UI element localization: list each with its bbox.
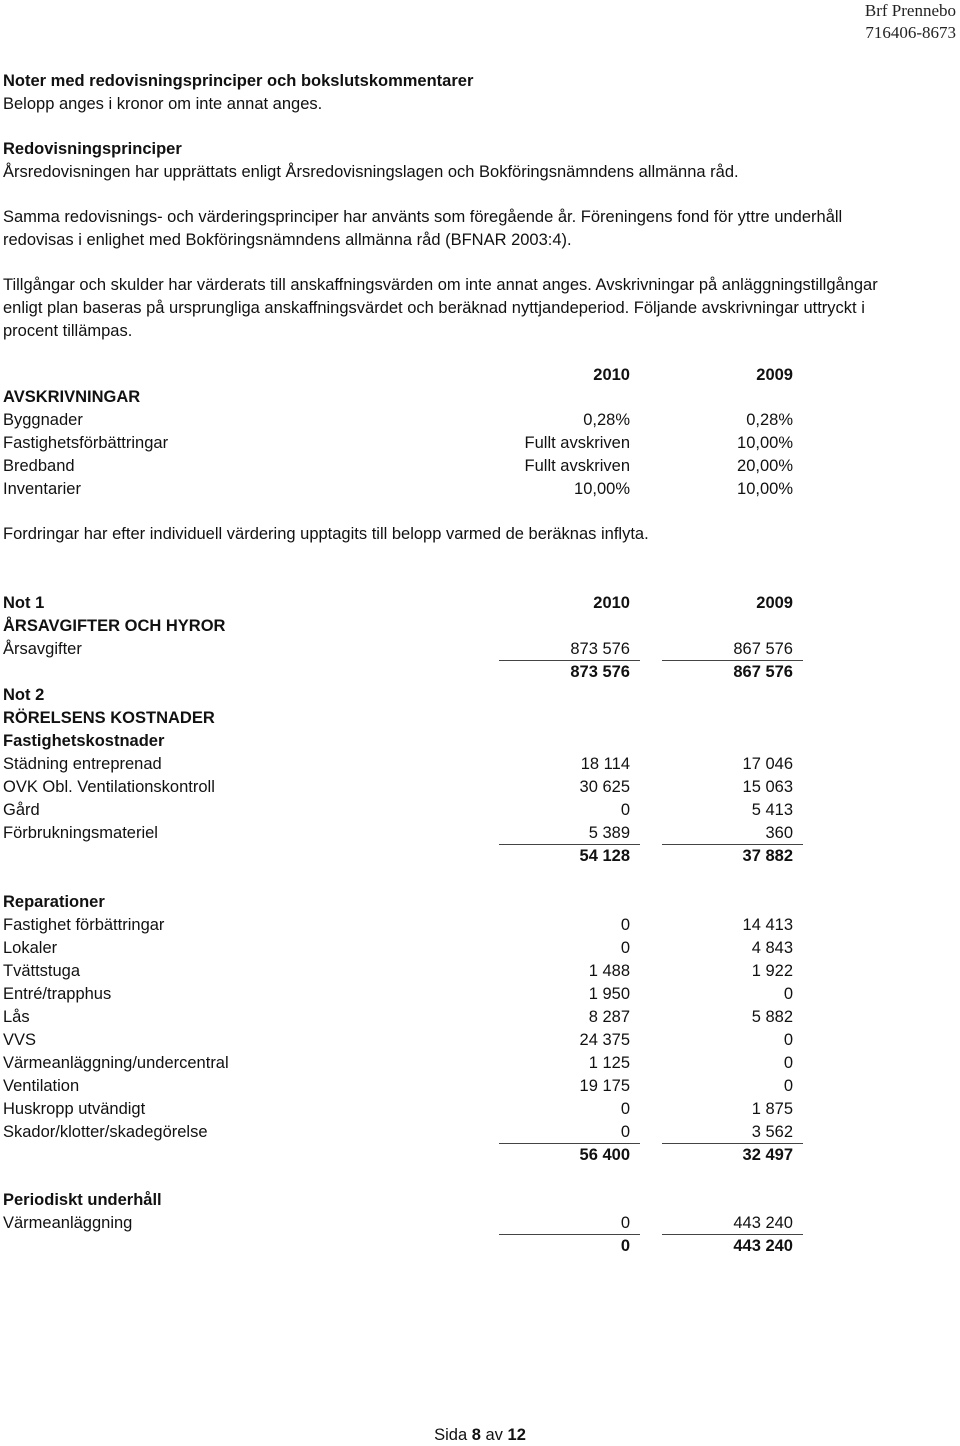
table-row: Ventilation 19 175 0	[3, 1077, 793, 1095]
notes-subtitle: Belopp anges i kronor om inte annat anges.	[3, 95, 323, 113]
footer-sida: Sida	[434, 1426, 468, 1444]
table-row: OVK Obl. Ventilationskontroll 30 625 15 063	[3, 778, 793, 796]
principles-para3-line1: Tillgångar och skulder har värderats till anskaffningsvärden om inte annat anges. Avskrivningar på anläggningstillgångar	[3, 276, 878, 294]
table-row: Fastighetsförbättringar Fullt avskriven 10,00%	[3, 434, 793, 452]
table-row: Städning entreprenad 18 114 17 046	[3, 755, 793, 773]
periodiskt-title: Periodiskt underhåll	[3, 1191, 162, 1209]
page-footer	[0, 1426, 960, 1445]
year-2009: 2009	[756, 366, 793, 384]
periodiskt-total-row: 0 443 240	[620, 1237, 793, 1255]
table-row: Byggnader 0,28% 0,28%	[3, 411, 793, 429]
underline	[662, 1143, 803, 1144]
principles-para2-line2: redovisas i enlighet med Bokföringsnämndens allmänna råd (BFNAR 2003:4).	[3, 231, 572, 249]
underline	[499, 844, 640, 845]
fastighet-total-row: 54 128 37 882	[579, 847, 793, 865]
underline	[499, 1143, 640, 1144]
reparationer-title: Reparationer	[3, 893, 105, 911]
principles-para3-line2: enligt plan baseras på ursprungliga anskaffningsvärdet och beräknad nyttjandeperiod. Följande avskrivningar uttryckt i	[3, 299, 865, 317]
not1-label: Not 1	[3, 594, 45, 612]
table-row: Skador/klotter/skadegörelse 0 3 562	[3, 1123, 793, 1141]
org-number: 716406-8673	[865, 23, 956, 42]
reparationer-total-row: 56 400 32 497	[579, 1146, 793, 1164]
table-row: Värmeanläggning 0 443 240	[3, 1214, 793, 1232]
table-row: Lokaler 0 4 843	[3, 939, 793, 957]
org-name: Brf Prennebo	[864, 1, 956, 20]
table-row: Årsavgifter 873 576 867 576	[3, 640, 793, 658]
principles-para2-line1: Samma redovisnings- och värderingsprinciper har använts som föregående år. Föreningens fond för yttre underhåll	[3, 208, 843, 226]
page-header	[865, 0, 956, 44]
table-row: Lås 8 287 5 882	[3, 1008, 793, 1026]
table-row: Inventarier 10,00% 10,00%	[3, 480, 793, 498]
underline	[499, 1234, 640, 1235]
underline	[662, 660, 803, 661]
notes-title: Noter med redovisningsprinciper och bokslutskommentarer	[3, 72, 474, 90]
not1-header: Not 1 2010 2009	[3, 594, 793, 612]
underline	[662, 844, 803, 845]
footer-av: av	[485, 1426, 503, 1444]
table-row: Bredband Fullt avskriven 20,00%	[3, 457, 793, 475]
not2-title: RÖRELSENS KOSTNADER	[3, 709, 215, 727]
fastighet-title: Fastighetskostnader	[3, 732, 165, 750]
depreciation-title: AVSKRIVNINGAR	[3, 388, 141, 406]
underline	[499, 660, 640, 661]
table-row: Förbrukningsmateriel 5 389 360	[3, 824, 793, 842]
table-row: Entré/trapphus 1 950 0	[3, 985, 793, 1003]
not1-title: ÅRSAVGIFTER OCH HYROR	[3, 617, 226, 635]
table-row: Huskropp utvändigt 0 1 875	[3, 1100, 793, 1118]
table-row: VVS 24 375 0	[3, 1031, 793, 1049]
underline	[662, 1234, 803, 1235]
receivables-note: Fordringar har efter individuell värdering upptagits till belopp varmed de beräknas inflyta.	[3, 525, 649, 543]
table-row: Gård 0 5 413	[3, 801, 793, 819]
not2-label: Not 2	[3, 686, 45, 704]
principles-para3-line3: procent tillämpas.	[3, 322, 133, 340]
year-2010: 2010	[593, 366, 630, 384]
footer-page-number: 8	[471, 1426, 481, 1444]
table-row: Fastighet förbättringar 0 14 413	[3, 916, 793, 934]
footer-page-total: 12	[507, 1426, 526, 1444]
table-row: Tvättstuga 1 488 1 922	[3, 962, 793, 980]
depreciation-year-header	[3, 366, 803, 389]
not1-total-row: 873 576 867 576	[570, 663, 793, 681]
table-row: Värmeanläggning/undercentral 1 125 0	[3, 1054, 793, 1072]
principles-text: Årsredovisningen har upprättats enligt Årsredovisningslagen och Bokföringsnämndens allmänna råd.	[3, 163, 739, 181]
principles-title: Redovisningsprinciper	[3, 140, 182, 158]
